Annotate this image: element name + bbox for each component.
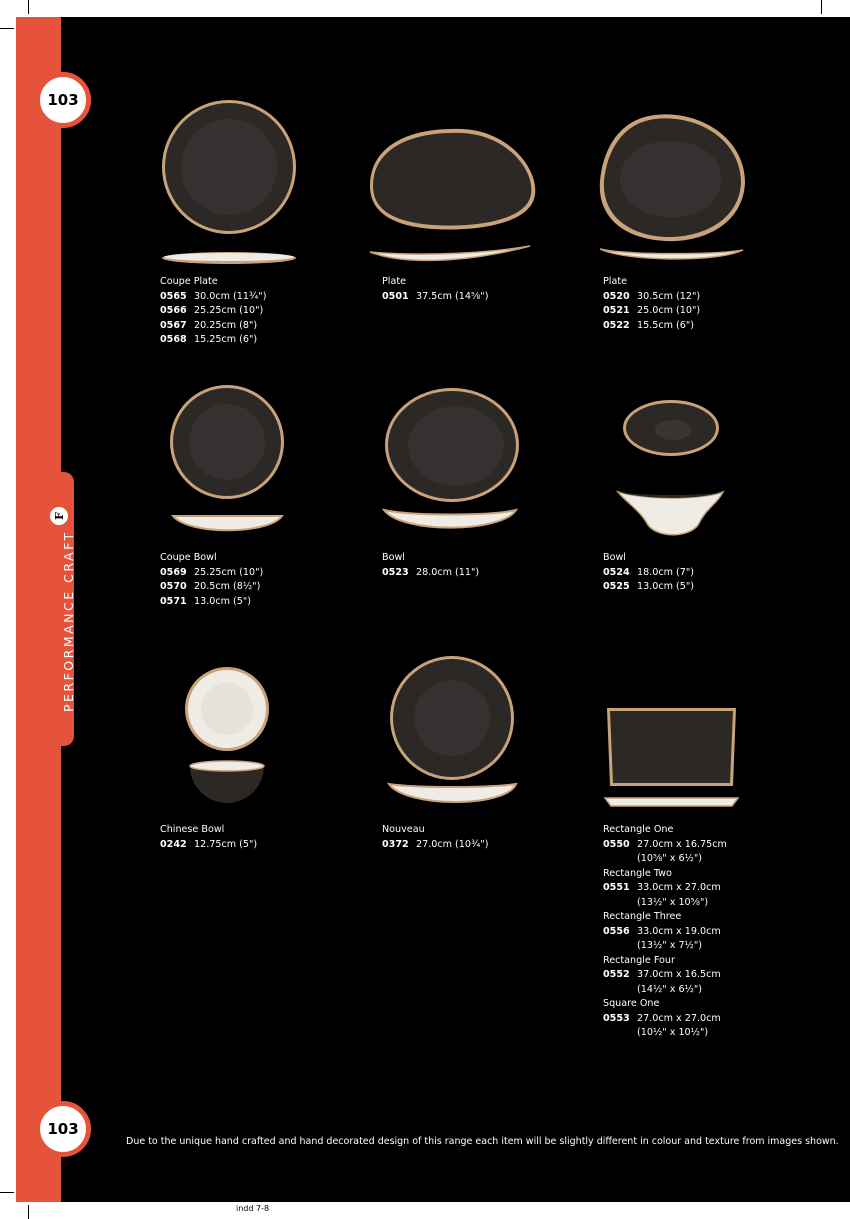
product-code: 0551 (603, 882, 630, 893)
product-code: 0242 (160, 838, 187, 850)
product-size-row (603, 838, 727, 853)
product-code: 0525 (603, 581, 630, 592)
product-title: Rectangle One (603, 824, 674, 835)
oval-plate-image (362, 124, 542, 269)
product-title: Chinese Bowl (160, 824, 225, 835)
crop-mark (28, 1205, 29, 1219)
product-code: 0567 (160, 319, 187, 331)
product-size: 27.0cm x 27.0cm (637, 1012, 721, 1024)
product-size-row (603, 290, 700, 305)
product-code: 0565 (160, 290, 187, 302)
product-size-row (603, 304, 700, 319)
product-size-row (160, 566, 263, 581)
product-size: 20.5cm (8½") (194, 581, 261, 592)
product-caption-coupe-bowl (160, 551, 263, 609)
rectangle-plate-image (603, 706, 743, 812)
product-size: 37.5cm (14⅝") (416, 290, 489, 302)
product-code: 0556 (603, 925, 630, 937)
product-title: Rectangle Two (603, 867, 672, 879)
small-bowl-image (618, 400, 728, 540)
product-size: 25.25cm (10") (194, 305, 264, 316)
product-code: 0521 (603, 305, 630, 316)
product-caption-chinese-bowl (160, 823, 257, 852)
product-size-row (160, 595, 263, 610)
product-size-imperial: (14½" x 6½") (637, 983, 702, 995)
product-title: Plate (382, 276, 406, 287)
product-title: Rectangle Three (603, 911, 682, 922)
product-code: 0550 (603, 838, 630, 850)
crop-mark (28, 0, 29, 14)
product-caption-small-bowl (603, 551, 694, 595)
crop-mark (821, 0, 822, 14)
disclaimer-note: Due to the unique hand crafted and hand decorated design of this range each item will be slightly different in colour and texture from images shown. (126, 1136, 839, 1147)
product-title: Plate (603, 276, 627, 287)
product-code: 0553 (603, 1012, 630, 1024)
product-size-row (160, 290, 266, 305)
product-caption-coupe-plate (160, 275, 266, 348)
product-size-row (603, 881, 727, 896)
section-logo: F (50, 507, 68, 525)
product-size-row (160, 304, 266, 319)
product-size: 12.75cm (5") (194, 838, 258, 850)
product-code: 0524 (603, 566, 630, 578)
product-caption-nouveau (382, 823, 488, 852)
crop-mark (0, 1192, 14, 1193)
product-code: 0523 (382, 566, 409, 578)
product-size-row (160, 333, 266, 348)
product-code: 0372 (382, 838, 409, 850)
product-code: 0520 (603, 290, 630, 302)
product-code: 0522 (603, 319, 630, 331)
coupe-plate-image (155, 105, 305, 270)
product-title: Bowl (603, 552, 626, 563)
product-size: 13.0cm (5") (637, 581, 695, 592)
product-title: Coupe Bowl (160, 552, 217, 563)
product-size-row (603, 580, 694, 595)
product-size: 25.0cm (10") (637, 305, 701, 316)
nouveau-bowl-image (386, 656, 521, 811)
product-title: Bowl (382, 552, 405, 563)
product-size: 27.0cm (10¾") (416, 838, 489, 850)
product-size-imperial: (10½" x 10½") (637, 1027, 709, 1038)
section-title: PERFORMANCE CRAFT (61, 530, 76, 712)
oval-bowl-image (382, 388, 522, 538)
product-size: 13.0cm (5") (194, 595, 252, 607)
product-size-imperial: (13½" x 10⅝") (637, 896, 709, 908)
product-size: 25.25cm (10") (194, 566, 264, 578)
product-caption-rectangles (603, 823, 727, 1041)
product-size-row (382, 838, 488, 853)
product-size-row (603, 925, 727, 940)
product-size: 30.0cm (11¾") (194, 290, 267, 302)
product-title: Nouveau (382, 824, 425, 835)
product-size-row (603, 566, 694, 581)
product-size-imperial: (13½" x 7½") (637, 940, 702, 951)
product-size: 33.0cm x 27.0cm (637, 882, 721, 893)
product-size: 15.5cm (6") (637, 319, 695, 331)
product-size: 15.25cm (6") (194, 334, 258, 345)
product-size-row (160, 580, 263, 595)
product-size-row (603, 1012, 727, 1027)
product-size-row (382, 566, 479, 581)
coupe-bowl-image (170, 392, 285, 542)
product-title: Coupe Plate (160, 276, 218, 287)
product-size: 30.5cm (12") (637, 290, 701, 302)
product-code: 0568 (160, 334, 187, 345)
product-size: 20.25cm (8") (194, 319, 258, 331)
product-size: 33.0cm x 19.0cm (637, 925, 721, 937)
product-caption-freestyle-plate (603, 275, 700, 333)
freestyle-plate-image (595, 113, 750, 268)
print-slug: indd 7-8 (236, 1204, 270, 1213)
product-size-row (160, 838, 257, 853)
crop-mark (836, 28, 850, 29)
product-title: Square One (603, 998, 660, 1009)
product-size-row (382, 290, 488, 305)
product-size-imperial: (10⅝" x 6½") (637, 853, 702, 864)
product-code: 0570 (160, 581, 187, 592)
product-size-row (603, 968, 727, 983)
product-code: 0552 (603, 969, 630, 980)
page-number-badge-bottom: 103 (35, 1101, 91, 1157)
product-size: 18.0cm (7") (637, 566, 695, 578)
product-size: 37.0cm x 16.5cm (637, 969, 721, 980)
product-code: 0569 (160, 566, 187, 578)
crop-mark (0, 28, 14, 29)
product-size: 28.0cm (11") (416, 566, 480, 578)
chinese-bowl-image (184, 668, 274, 808)
product-size-row (603, 319, 700, 334)
product-code: 0501 (382, 290, 409, 302)
product-code: 0571 (160, 595, 187, 607)
product-title: Rectangle Four (603, 954, 675, 966)
product-size: 27.0cm x 16.75cm (637, 838, 727, 850)
product-code: 0566 (160, 305, 187, 316)
product-size-row (160, 319, 266, 334)
product-caption-oval-bowl (382, 551, 479, 580)
product-caption-oval-plate (382, 275, 488, 304)
page-number-badge-top: 103 (35, 72, 91, 128)
